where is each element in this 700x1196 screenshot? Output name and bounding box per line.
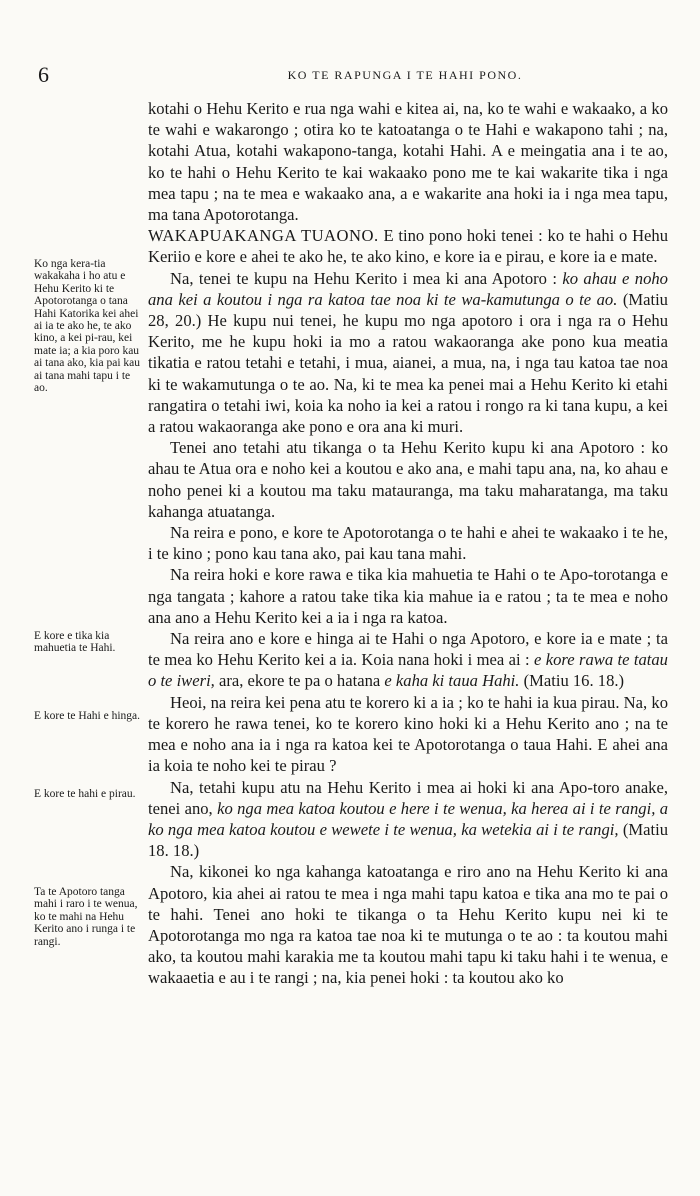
paragraph: Tenei ano tetahi atu tikanga o ta Hehu Kerito kupu ki ana Apotoro : ko ahau te Atua ora e noho kei a koutou e ako ana, e mahi tapu ana, na, ko ahau e noho penei ki a koutou ma taku matauranga, ma taku maharatanga, ma taku kahanga atuatanga. xyxy=(148,438,668,521)
margin-note: Ta te Apotoro tanga mahi i raro i te wenua, ko te mahi na Hehu Kerito ano i runga i te rangi. xyxy=(34,886,138,948)
paragraph: Na reira hoki e kore rawa e tika kia mahuetia te Hahi o te Apo-torotanga e nga tangata ; kahore a ratou take tika kia mahue ia e ratou ; ta te mea e noho ana ano a Hehu Kerito kei a ia i nga ra katoa. xyxy=(148,565,668,627)
margin-note: E kore te Hahi e hinga. xyxy=(34,710,141,722)
paragraph-text: (Matiu 28, 20.) He kupu nui tenei, he kupu mo nga apotoro i ora i nga ra o Hehu Kerito, me he kupu hoki ia mo a ratou wakaoranga ake pono kua meatia tikatia e ratou tetahi e tetahi, i mua, aianei, a mua, na, i nga tau katoa tae noa ki te wakamutunga o te ao. Na, ki te mea ka penei mai a Hehu Kerito ki etahi rangatira o tetahi iwi, koia ka noho ia kei a ratou i rongo ra ki tana kupu, a kei a ratou wakaoranga ake pono e ora ana ki muri. xyxy=(148,289,668,437)
running-header: KO TE RAPUNGA I TE HAHI PONO. xyxy=(287,68,523,82)
paragraph: kotahi o Hehu Kerito e rua nga wahi e kitea ai, na, ko te wahi e wakaako, a ko te wahi e wakarongo ; otira ko te katoatanga o te Hahi e wakapono tahi ; na, kotahi Atua, kotahi wakapono-tanga, kotahi Hahi. A e meingatia ana i te ao, ko te hahi o Hehu Kerito te kai wakaako pono me te kai wakarite tika i nga mea tapu ; na te mea e wakaako ana, a e wakarite ana hoki ia i nga mea tapu, ma tana Apotorotanga. xyxy=(148,99,668,225)
margin-note: E kore te hahi e pirau. xyxy=(34,788,136,800)
quotation: ko nga mea katoa koutou e here i te wenua, ka herea ai i te rangi, a ko nga mea katoa koutou e wewete i te wenua, ka wetekia ai i te rangi, xyxy=(148,798,668,839)
section-heading: WAKAPUAKANGA TUAONO. xyxy=(148,226,379,246)
citation: (Matiu 16. 18.) xyxy=(523,671,625,691)
quotation: e kore rawa te tatau o te iweri, xyxy=(148,650,668,691)
citation: (Matiu 18. 18.) xyxy=(148,819,668,861)
paragraph-text: ara, ekore te pa o hatana xyxy=(219,671,381,691)
paragraph: Heoi, na reira kei pena atu te korero ki a ia ; ko te hahi ia kua pirau. Na, ko te korero he rawa tenei, ko te korero kino hoki ki a Hehu Kerito ano ; na te mea e noho ana ia i nga ra katoa kei te Apotorotanga o taua Hahi. E ahei ana ia koia te noho kei te pirau ? xyxy=(148,692,668,776)
quotation: e kaha ki taua Hahi. xyxy=(384,671,520,691)
body-text xyxy=(148,98,668,989)
paragraph: Na, kikonei ko nga kahanga katoatanga e riro ano na Hehu Kerito ki ana Apotoro, kia ahei ai ratou te mea i nga mahi tapu katoa e tika ana mo te pai o te hahi. Tenei ano hoki te tikanga o ta Hehu Kerito kupu nei ki te Apotorotanga mo nga ra katoa tae noa ki te mutunga o te ao : ta koutou mahi ako, ta koutou mahi karakia me ta koutou mahi tapu ki taku hahi i te wenua, e wakaaetia e au i te rangi ; na, kia penei hoki : ta koutou ako ko xyxy=(148,862,668,988)
paragraph-text: E tino pono hoki tenei : ko te hahi o Hehu Keriio e kore e ahei te ako he, te ako kino, e kore ia e pirau, e kore ia e mate. xyxy=(148,226,669,267)
margin-note: E kore e tika kia mahuetia te Hahi. xyxy=(34,630,116,655)
paragraph xyxy=(148,628,668,692)
paragraph: Na reira e pono, e kore te Apotorotanga o te hahi e ahei te wakaako i te he, i te kino ; pono kau tana ako, pai kau tana mahi. xyxy=(148,523,668,564)
margin-note: Ko nga kera-tia wakakaha i ho atu e Hehu Kerito ki te Apotorotanga o tana Hahi Katorika kei ahei ai ia te ako he, te ako kino, a kei pi-rau, kei mate ia; a kia poro kau ai tana ako, kia pai kau ai tana mahi tapu i te ao. xyxy=(34,258,141,395)
paragraph-text: Na, tetahi kupu atu na Hehu Kerito i mea ai hoki ki ana Apo-toro anake, tenei ano, xyxy=(148,777,668,818)
quotation: ko ahau e noho ana kei a koutou i nga ra katoa tae noa ki te wa-kamutunga o te ao. xyxy=(148,268,668,309)
paragraph-text: Na reira ano e kore e hinga ai te Hahi o nga Apotoro, e kore ia e mate ; ta te mea ko Hehu Kerito kei a ia. Koia nana hoki i mea ai : xyxy=(148,629,668,670)
paragraph xyxy=(148,777,668,862)
paragraph xyxy=(148,268,668,438)
page-number: 6 xyxy=(38,62,49,87)
paragraph xyxy=(148,225,668,267)
paragraph-text: Na, tenei te kupu na Hehu Kerito i mea ki ana Apotoro : xyxy=(170,268,557,288)
